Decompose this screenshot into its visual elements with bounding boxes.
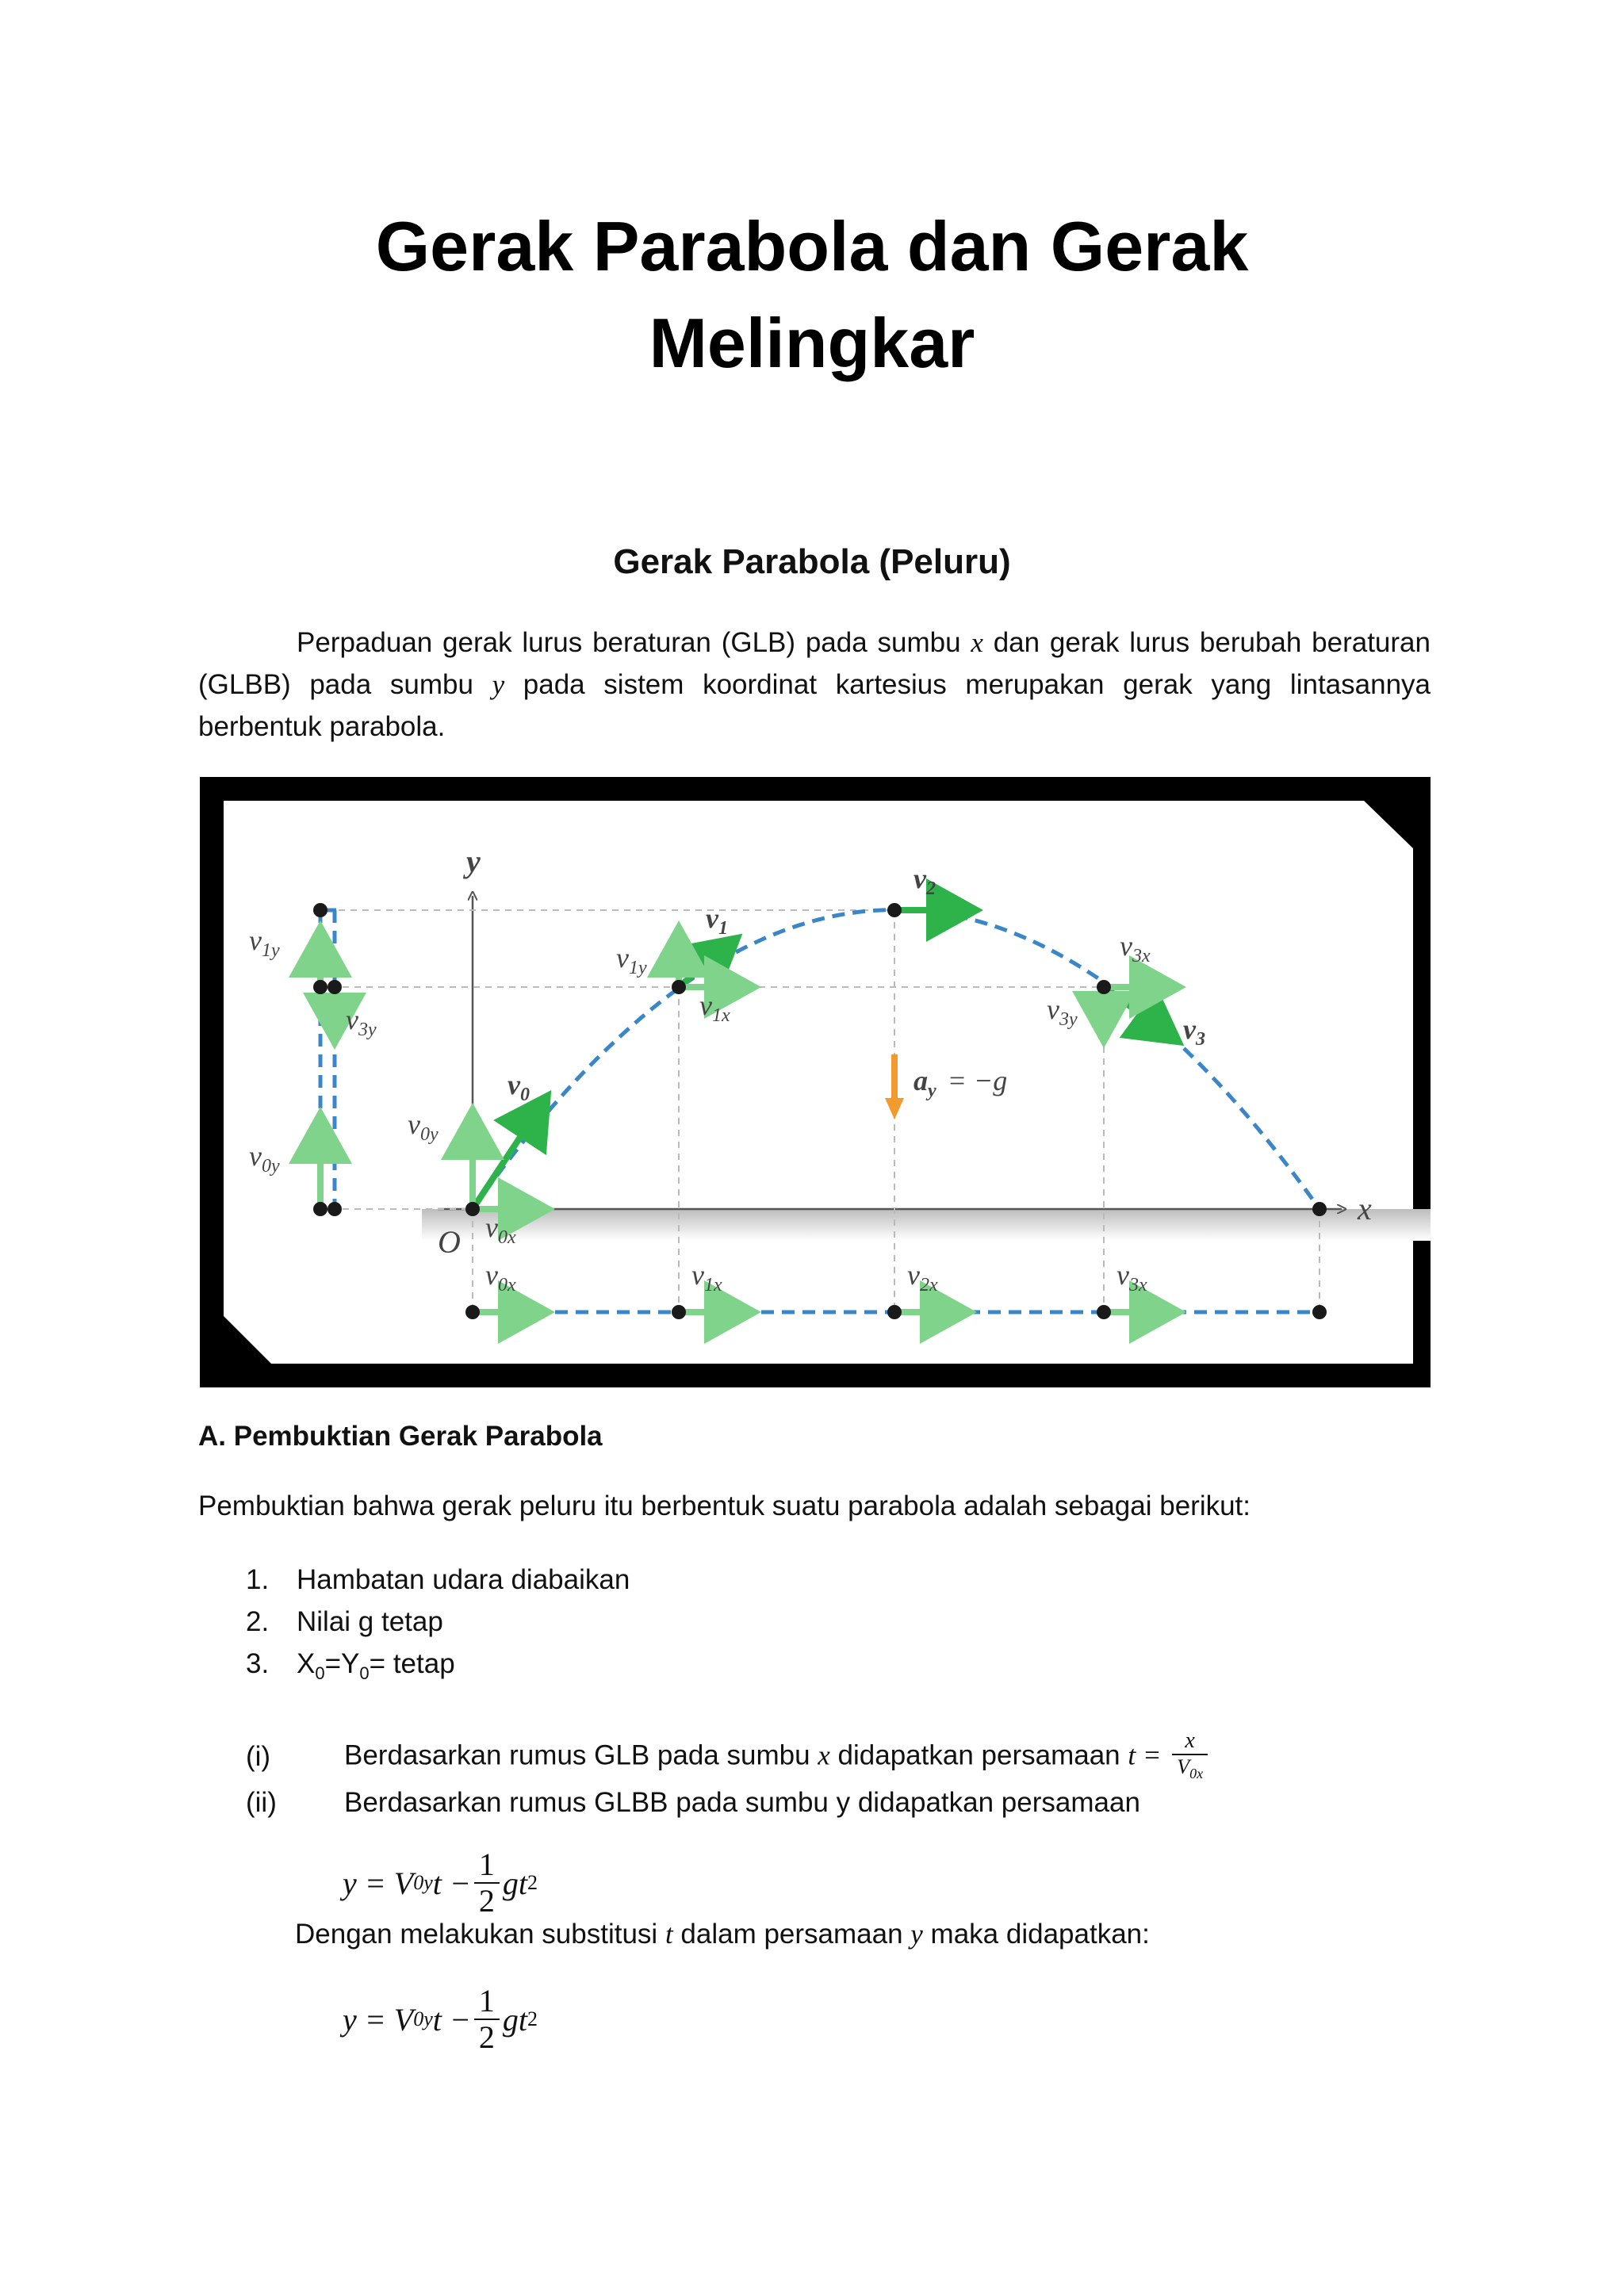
projectile-figure (200, 777, 1431, 1387)
label-v3x: v (1120, 930, 1132, 962)
label-accel-sub: y (928, 1081, 936, 1101)
intro-var-y: y (492, 669, 505, 700)
label-v1y-sub: 1y (628, 958, 647, 978)
label-v3y-sub: 3y (1059, 1009, 1078, 1030)
col-label-v1y: v (249, 924, 262, 956)
y-axis-label: y (466, 844, 481, 879)
title-line-1: Gerak Parabola dan Gerak (375, 207, 1249, 285)
col-label-v3y: v (346, 1004, 358, 1035)
col-label-v1y-sub: 1y (261, 940, 280, 961)
intro-paragraph (198, 622, 1431, 748)
label-v1y: v (616, 942, 629, 974)
proof-intro: Pembuktian bahwa gerak peluru itu berbentuk suatu parabola adalah sebagai berikut: (198, 1490, 1251, 1521)
row-label-v2x-sub: 2x (919, 1275, 938, 1295)
col-label-v3y-sub: 3y (358, 1020, 377, 1040)
svg-text:ay= −g (914, 1065, 1007, 1101)
label-v1: v (706, 902, 718, 934)
row-label-v3x: v (1116, 1259, 1129, 1291)
label-v2: v (914, 863, 926, 894)
intro-var-x: x (971, 627, 983, 658)
roman-num: (ii) (246, 1787, 277, 1818)
label-accel-rhs: = −g (947, 1065, 1008, 1096)
roman-text: Berdasarkan rumus GLB pada sumbu x didapatkan persamaan t = $\frac{x}{V_{0x}}$ (344, 1728, 1211, 1785)
row-label-v0x-sub: 0x (497, 1275, 516, 1295)
label-v3: v (1183, 1013, 1196, 1045)
list-text: $X_0=Y_0=$ tetap (297, 1648, 455, 1683)
label-v0x: v (485, 1211, 498, 1243)
list-text: Nilai g tetap (297, 1606, 443, 1637)
roman-item-1 (246, 1728, 1211, 1785)
list-num: 3. (246, 1648, 270, 1679)
page-title (0, 198, 1624, 392)
list-item (246, 1601, 630, 1643)
x-axis-label: x (1358, 1191, 1372, 1226)
intro-text-b: dan gerak lurus berubah beraturan (GLBB) pada sumbu (198, 627, 1431, 700)
label-v3-sub: 3 (1195, 1029, 1205, 1050)
roman-num: (i) (246, 1741, 271, 1773)
label-v3y: v (1047, 993, 1059, 1025)
col-label-v0y: v (249, 1140, 262, 1172)
label-v0y-sub: 0y (419, 1124, 439, 1145)
fraction: $\frac{1}{2}$ (474, 1984, 500, 2055)
fraction: $\frac{x}{V_{0x}}$ (1172, 1728, 1208, 1785)
label-v3x-sub: 3x (1132, 946, 1151, 966)
row-label-v1x: v (691, 1259, 704, 1291)
row-label-v2x: v (907, 1259, 920, 1291)
label-v1-sub: 1 (718, 918, 728, 939)
equation-2: y = V 0y t − $\frac{1}{2}$ gt 2 (343, 1983, 538, 2055)
list-item (246, 1643, 630, 1694)
label-v0: v (508, 1069, 520, 1100)
origin-label: O (438, 1224, 461, 1260)
subheading: A. Pembuktian Gerak Parabola (198, 1421, 603, 1452)
intro-text-c: pada sistem koordinat kartesius merupakan gerak yang lintasannya berbentuk parabola. (198, 669, 1431, 742)
intro-text-a: Perpaduan gerak lurus beraturan (GLB) pada sumbu (297, 627, 971, 658)
label-v1x-sub: 1x (711, 1005, 730, 1026)
row-label-v3x-sub: 3x (1128, 1275, 1147, 1295)
label-v0x-sub: 0x (497, 1227, 516, 1248)
row-label-v1x-sub: 1x (703, 1275, 722, 1295)
roman-item-2 (246, 1787, 1140, 1819)
equation-1: y = V 0y t − $\frac{1}{2}$ gt 2 (343, 1846, 538, 1919)
list-text: Hambatan udara diabaikan (297, 1564, 630, 1595)
list-num: 1. (246, 1564, 270, 1595)
label-v0-sub: 0 (519, 1085, 530, 1105)
col-label-v0y-sub: 0y (261, 1156, 280, 1177)
assumption-list (246, 1559, 630, 1694)
label-v1x: v (699, 989, 712, 1021)
fraction: $\frac{1}{2}$ (474, 1847, 500, 1919)
label-v2-sub: 2 (925, 878, 936, 899)
projectile-diagram (200, 777, 1431, 1387)
title-line-2: Melingkar (649, 304, 975, 382)
list-item (246, 1559, 630, 1601)
list-num: 2. (246, 1606, 270, 1637)
section-title: Gerak Parabola (Peluru) (613, 542, 1011, 581)
figure-panel (224, 801, 1413, 1364)
label-v0y: v (408, 1108, 420, 1140)
substitution-note: Dengan melakukan substitusi t dalam persamaan y maka didapatkan: (295, 1919, 1150, 1950)
label-accel: a (914, 1065, 928, 1096)
row-label-v0x: v (485, 1259, 498, 1291)
roman-text: Berdasarkan rumus GLBB pada sumbu y didapatkan persamaan (344, 1787, 1140, 1818)
